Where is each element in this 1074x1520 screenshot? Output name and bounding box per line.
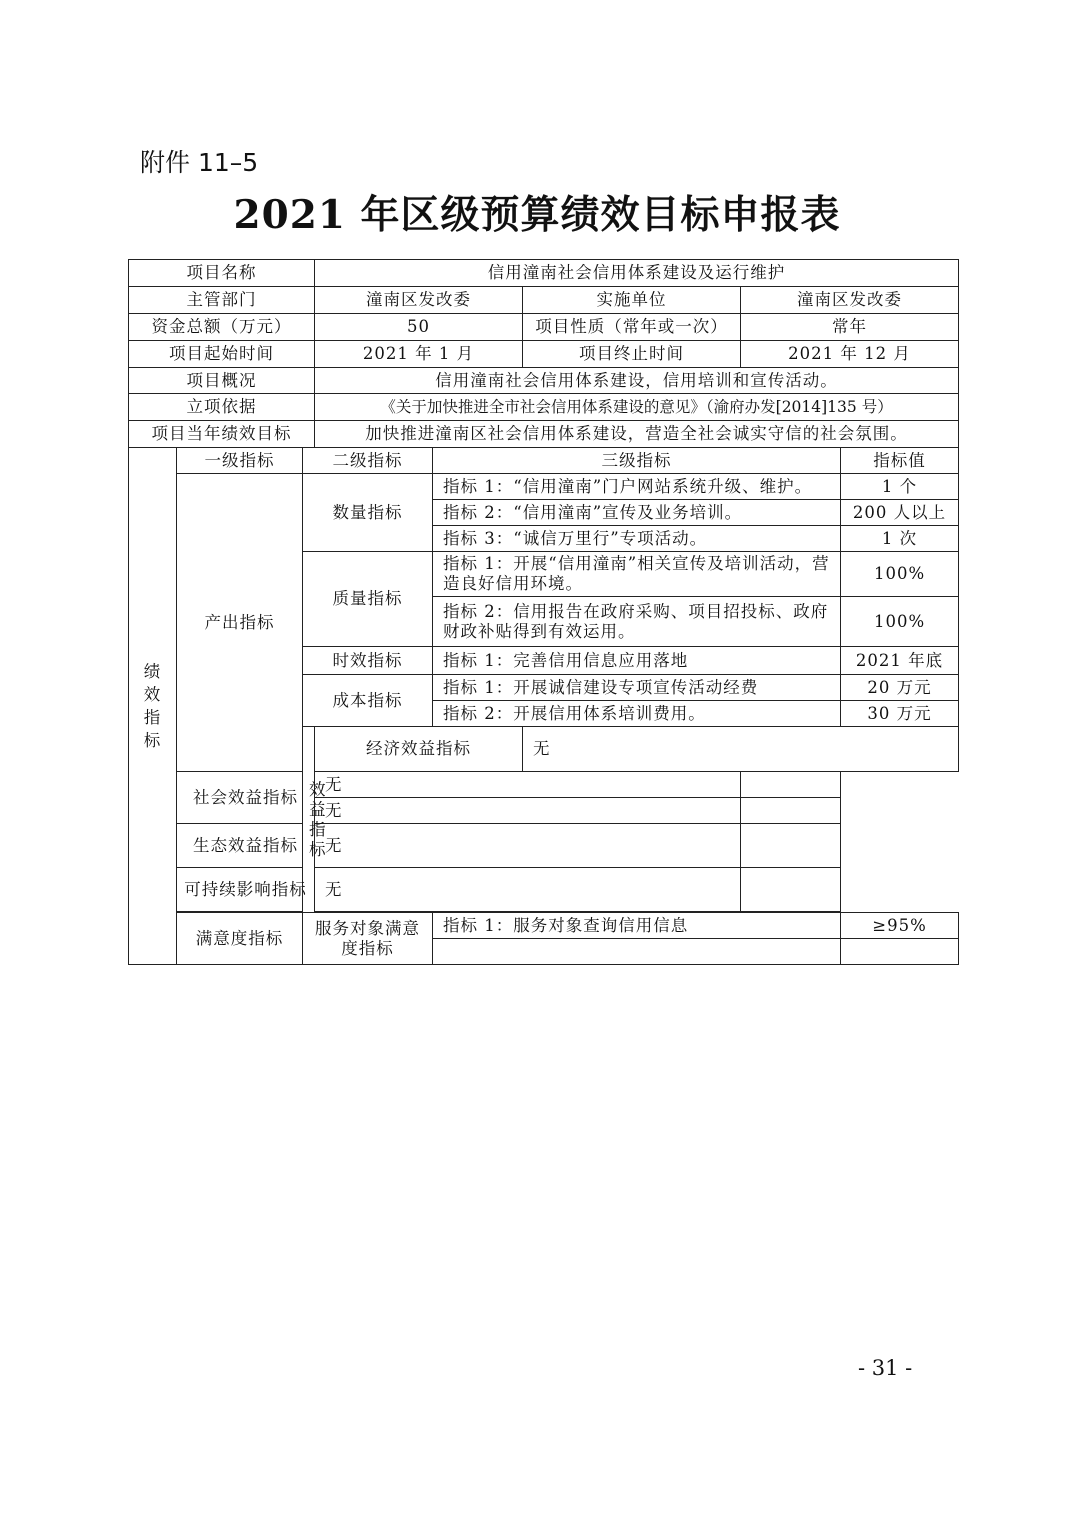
benefit-indicator: 效益指标 <box>303 727 315 913</box>
start-value: 2021 年 1 月 <box>315 341 523 368</box>
project-name-label: 项目名称 <box>129 260 315 287</box>
ecological-value-1 <box>741 824 841 868</box>
output-indicator: 产出指标 <box>177 474 303 772</box>
nature-value: 常年 <box>741 314 959 341</box>
budget-performance-table <box>128 259 959 965</box>
overview-value: 信用潼南社会信用体系建设，信用培训和宣传活动。 <box>315 368 959 394</box>
dept-label: 主管部门 <box>129 287 315 314</box>
quantity-item-2: 指标 2：“信用潼南”宣传及业务培训。 <box>433 500 841 526</box>
cost-value-2: 30 万元 <box>841 701 959 727</box>
social-item-1: 无 <box>315 772 741 798</box>
sustainability-item-1: 无 <box>315 868 741 912</box>
end-label: 项目终止时间 <box>523 341 741 368</box>
goal-label: 项目当年绩效目标 <box>129 421 315 448</box>
timeliness-item-1: 指标 1：完善信用信息应用落地 <box>433 647 841 675</box>
quantity-value-3: 1 次 <box>841 526 959 552</box>
cost-indicator: 成本指标 <box>303 675 433 727</box>
header-level3: 三级指标 <box>433 448 841 474</box>
end-value: 2021 年 12 月 <box>741 341 959 368</box>
header-level2: 二级指标 <box>303 448 433 474</box>
social-value-2 <box>741 798 841 824</box>
cost-value-1: 20 万元 <box>841 675 959 701</box>
basis-label: 立项依据 <box>129 394 315 421</box>
timeliness-indicator: 时效指标 <box>303 647 433 675</box>
start-label: 项目起始时间 <box>129 341 315 368</box>
quantity-indicator: 数量指标 <box>303 474 433 552</box>
dept-value: 潼南区发改委 <box>315 287 523 314</box>
satisfaction-item-2 <box>433 939 841 965</box>
satisfaction-value-1: ≥95% <box>841 913 959 939</box>
social-indicator: 社会效益指标 <box>177 772 315 824</box>
social-item-2: 无 <box>315 798 741 824</box>
ecological-item-1: 无 <box>315 824 741 868</box>
cost-item-2: 指标 2：开展信用体系培训费用。 <box>433 701 841 727</box>
quality-item-1: 指标 1：开展“信用潼南”相关宣传及培训活动，营造良好信用环境。 <box>433 552 841 597</box>
sustainability-indicator: 可持续影响指标 <box>177 868 315 912</box>
satisfaction-value-2 <box>841 939 959 965</box>
attachment-label: 附件 11–5 <box>140 148 259 177</box>
timeliness-value-1: 2021 年底 <box>841 647 959 675</box>
economic-indicator: 经济效益指标 <box>315 727 523 772</box>
quantity-item-1: 指标 1：“信用潼南”门户网站系统升级、维护。 <box>433 474 841 500</box>
page-number: - 31 - <box>858 1356 913 1380</box>
quantity-item-3: 指标 3：“诚信万里行”专项活动。 <box>433 526 841 552</box>
nature-label: 项目性质（常年或一次） <box>523 314 741 341</box>
economic-item-1: 无 <box>523 727 959 772</box>
ecological-indicator: 生态效益指标 <box>177 824 315 868</box>
cost-item-1: 指标 1：开展诚信建设专项宣传活动经费 <box>433 675 841 701</box>
goal-value: 加快推进潼南区社会信用体系建设，营造全社会诚实守信的社会氛围。 <box>315 421 959 448</box>
fund-value: 50 <box>315 314 523 341</box>
overview-label: 项目概况 <box>129 368 315 394</box>
header-value: 指标值 <box>841 448 959 474</box>
satisfaction-item-1: 指标 1：服务对象查询信用信息 <box>433 913 841 939</box>
quantity-value-2: 200 人以上 <box>841 500 959 526</box>
quality-value-2: 100% <box>841 597 959 647</box>
quality-indicator: 质量指标 <box>303 552 433 647</box>
project-name-value: 信用潼南社会信用体系建设及运行维护 <box>315 260 959 287</box>
quantity-value-1: 1 个 <box>841 474 959 500</box>
sustainability-value-1 <box>741 868 841 912</box>
basis-value: 《关于加快推进全市社会信用体系建设的意见》（渝府办发[2014]135 号） <box>315 394 959 421</box>
quality-item-2: 指标 2：信用报告在政府采购、项目招投标、政府财政补贴得到有效运用。 <box>433 597 841 647</box>
header-level1: 一级指标 <box>177 448 303 474</box>
impl-label: 实施单位 <box>523 287 741 314</box>
social-value-1 <box>741 772 841 798</box>
perf-side-label: 绩效指标 <box>129 448 177 965</box>
service-satisfaction-indicator: 服务对象满意度指标 <box>303 913 433 965</box>
quality-value-1: 100% <box>841 552 959 597</box>
fund-label: 资金总额（万元） <box>129 314 315 341</box>
impl-value: 潼南区发改委 <box>741 287 959 314</box>
satisfaction-indicator: 满意度指标 <box>177 913 303 965</box>
page-title: 2021 年区级预算绩效目标申报表 <box>233 192 841 238</box>
